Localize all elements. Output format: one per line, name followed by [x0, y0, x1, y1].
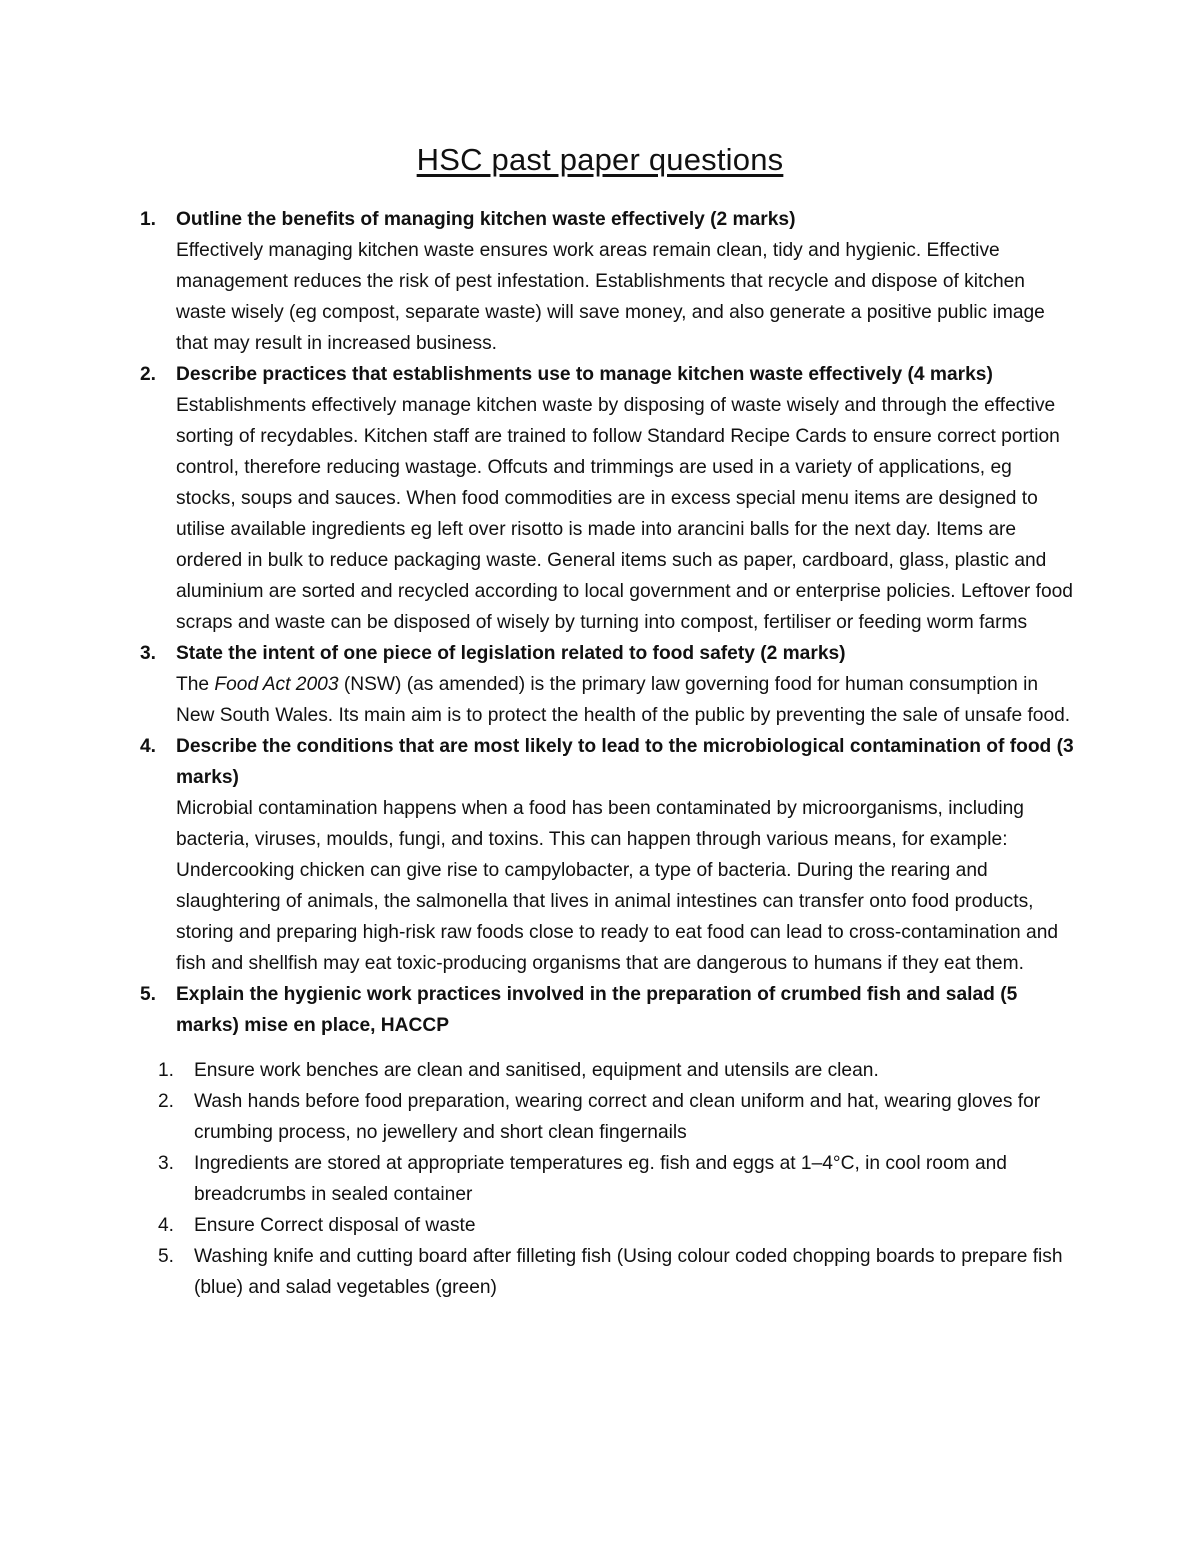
question-item	[0, 204, 1076, 359]
list-item-text: Ingredients are stored at appropriate temperatures eg. fish and eggs at 1–4°C, in cool room and breadcrumbs in sealed container	[194, 1153, 1007, 1205]
question-heading: Explain the hygienic work practices involved in the preparation of crumbed fish and salad (5 marks) mise en place, HACCP	[176, 984, 1018, 1036]
list-item	[158, 1148, 1076, 1210]
list-item-text: Ensure Correct disposal of waste	[194, 1215, 476, 1236]
question-answer: Microbial contamination happens when a food has been contaminated by microorganisms, including bacteria, viruses, moulds, fungi, and toxins. This can happen through various means, for example: Undercooking chicken can give rise to campylobacter, a type of bacteria. During the rearing and slaughtering of animals, the salmonella that lives in animal intestines can transfer onto food products, storing and preparing high-risk raw foods close to ready to eat food can lead to cross-contamination and fish and shellfish may eat toxic-producing organisms that are dangerous to humans if they eat them.	[176, 798, 1059, 974]
question-number: 4.	[140, 736, 157, 757]
question-number: 3.	[140, 643, 157, 664]
list-item-number: 2.	[158, 1091, 175, 1112]
question-item	[0, 638, 1076, 731]
answer-text-pre: The	[176, 674, 215, 695]
answer-text-post: (NSW) (as amended) is the primary law governing food for human consumption in New South Wales. Its main aim is to protect the health of the public by preventing the sale of unsafe food.	[176, 674, 1071, 726]
list-item	[158, 1055, 1076, 1086]
list-item-text: Washing knife and cutting board after filleting fish (Using colour coded chopping boards to prepare fish (blue) and salad vegetables (green)	[194, 1246, 1063, 1298]
hygiene-practice-list	[158, 1055, 1076, 1303]
question-answer: Effectively managing kitchen waste ensures work areas remain clean, tidy and hygienic. Effective management reduces the risk of pest infestation. Establishments that recycle and dispose of kitchen waste wisely (eg compost, separate waste) will save money, and also generate a positive public image that may result in increased business.	[176, 240, 1045, 354]
question-number: 1.	[140, 209, 157, 230]
question-item	[0, 731, 1076, 979]
question-heading: State the intent of one piece of legislation related to food safety (2 marks)	[176, 643, 846, 664]
question-item	[0, 979, 1076, 1303]
question-number: 5.	[140, 984, 157, 1005]
question-item	[0, 359, 1076, 638]
question-answer	[176, 669, 1076, 731]
question-heading: Outline the benefits of managing kitchen waste effectively (2 marks)	[176, 209, 796, 230]
list-item-number: 3.	[158, 1153, 175, 1174]
legislation-title: Food Act 2003	[214, 674, 339, 695]
question-answer: Establishments effectively manage kitchen waste by disposing of waste wisely and through the effective sorting of recydables. Kitchen staff are trained to follow Standard Recipe Cards to ensure correct portion control, therefore reducing wastage. Offcuts and trimmings are used in a variety of applications, eg stocks, soups and sauces. When food commodities are in excess special menu items are designed to utilise available ingredients eg left over risotto is made into arancini balls for the next day. Items are ordered in bulk to reduce packaging waste. General items such as paper, cardboard, glass, plastic and aluminium are sorted and recycled according to local government and or enterprise policies. Leftover food scraps and waste can be disposed of wisely by turning into compost, fertiliser or feeding worm farms	[176, 395, 1073, 633]
list-item-text: Ensure work benches are clean and sanitised, equipment and utensils are clean.	[194, 1060, 879, 1081]
list-item	[158, 1210, 1076, 1241]
question-number: 2.	[140, 364, 157, 385]
list-item-number: 4.	[158, 1215, 175, 1236]
list-item-text: Wash hands before food preparation, wearing correct and clean uniform and hat, wearing gloves for crumbing process, no jewellery and short clean fingernails	[194, 1091, 1041, 1143]
page-title: HSC past paper questions	[416, 142, 784, 177]
list-item	[158, 1086, 1076, 1148]
list-item-number: 5.	[158, 1246, 175, 1267]
list-item-number: 1.	[158, 1060, 175, 1081]
list-item	[158, 1241, 1076, 1303]
question-heading: Describe practices that establishments use to manage kitchen waste effectively (4 marks)	[176, 364, 993, 385]
question-list	[0, 204, 1200, 1303]
question-heading: Describe the conditions that are most likely to lead to the microbiological contamination of food (3 marks)	[176, 736, 1074, 788]
